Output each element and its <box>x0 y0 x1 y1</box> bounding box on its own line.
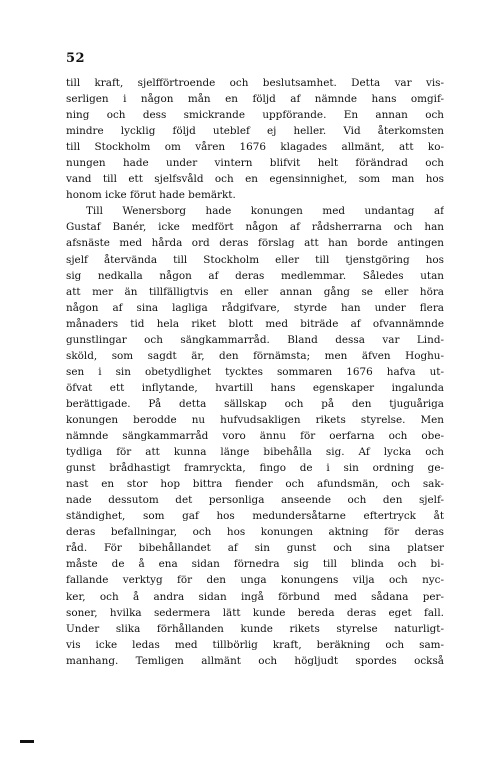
text-line: afsnäste med hårda ord deras förslag att han borde antingen <box>66 237 444 250</box>
body-text <box>66 75 444 669</box>
text-line: ker, och å andra sidan ingå förbund med sådana per- <box>66 590 444 603</box>
text-line: sig nedkalla någon af deras medlemmar. Således utan <box>66 269 444 282</box>
text-line: konungen berodde nu hufvudsakligen rikets styrelse. Men <box>66 413 444 426</box>
text-line: tydliga för att kunna länge bibehålla sig. Af lycka och <box>66 446 444 459</box>
text-line: sen i sin obetydlighet tycktes sommaren 1676 hafva ut- <box>66 365 444 378</box>
text-line: manhang. Temligen allmänt och högljudt spordes också <box>66 654 444 667</box>
text-line: Gustaf Banér, icke medfört någon af rådsherrarna och han <box>66 221 444 234</box>
text-line: nungen hade under vintern blifvit helt förändrad och <box>66 157 444 170</box>
text-line: nämnde sängkammarråd voro ännu för oerfarna och obe- <box>66 430 444 443</box>
text-line-paragraph-end: honom icke förut hade bemärkt. <box>66 189 236 202</box>
text-line: soner, hvilka sedermera lätt kunde bereda deras eget fall. <box>66 606 444 619</box>
text-line: deras befallningar, och hos konungen aktning för deras <box>66 526 444 539</box>
text-line: nast en stor hop bittra fiender och afundsmän, och sak- <box>66 478 444 491</box>
text-line: serligen i någon mån en följd af nämnde hans omgif- <box>66 93 444 106</box>
text-line: vand till ett sjelfsvåld och en egensinnighet, som man hos <box>66 173 444 186</box>
text-line: någon af sina lagliga rådgifvare, styrde han under flera <box>66 301 444 314</box>
text-line: gunst brådhastigt framryckta, fingo de i sin ordning ge- <box>66 462 444 475</box>
text-line: månaders tid hela riket blott med biträde af ofvannämnde <box>66 317 444 330</box>
text-line: sjelf återvända till Stockholm eller till tjenstgöring hos <box>66 253 444 266</box>
text-line: till kraft, sjelfförtroende och beslutsamhet. Detta var vis- <box>66 77 444 89</box>
text-line-paragraph-start: Till Wenersborg hade konungen med undantag af <box>86 205 444 218</box>
text-line: sköld, som sagdt är, den förnämsta; men äfven Hoghu- <box>66 349 444 362</box>
margin-dash-mark <box>20 740 34 743</box>
text-line: gunstlingar och sängkammarråd. Bland dessa var Lind- <box>66 333 444 346</box>
text-line: berättigade. På detta sällskap och på den tjuguåriga <box>66 397 444 410</box>
page-number: 52 <box>66 51 86 66</box>
text-line: vis icke ledas med tillbörlig kraft, beräkning och sam- <box>66 638 444 651</box>
text-line: ning och dess smickrande uppförande. En annan och <box>66 109 444 122</box>
text-line: måste de å ena sidan förnedra sig till blinda och bi- <box>66 558 444 571</box>
text-line: att mer än tillfälligtvis en eller annan gång se eller höra <box>66 285 444 298</box>
text-line: råd. För bibehållandet af sin gunst och sina platser <box>66 542 444 555</box>
text-line: mindre lycklig följd uteblef ej heller. Vid återkomsten <box>66 125 444 138</box>
text-line: ständighet, som gaf hos medundersåtarne eftertryck åt <box>66 510 444 523</box>
text-line: nade dessutom det personliga anseende och den sjelf- <box>66 494 444 507</box>
text-line: öfvat ett inflytande, hvartill hans egenskaper ingalunda <box>66 381 444 394</box>
text-line: Under slika förhållanden kunde rikets styrelse naturligt- <box>66 622 444 635</box>
text-line: fallande verktyg för den unga konungens vilja och nyc- <box>66 574 444 587</box>
text-line: till Stockholm om våren 1676 klagades allmänt, att ko- <box>66 141 444 154</box>
